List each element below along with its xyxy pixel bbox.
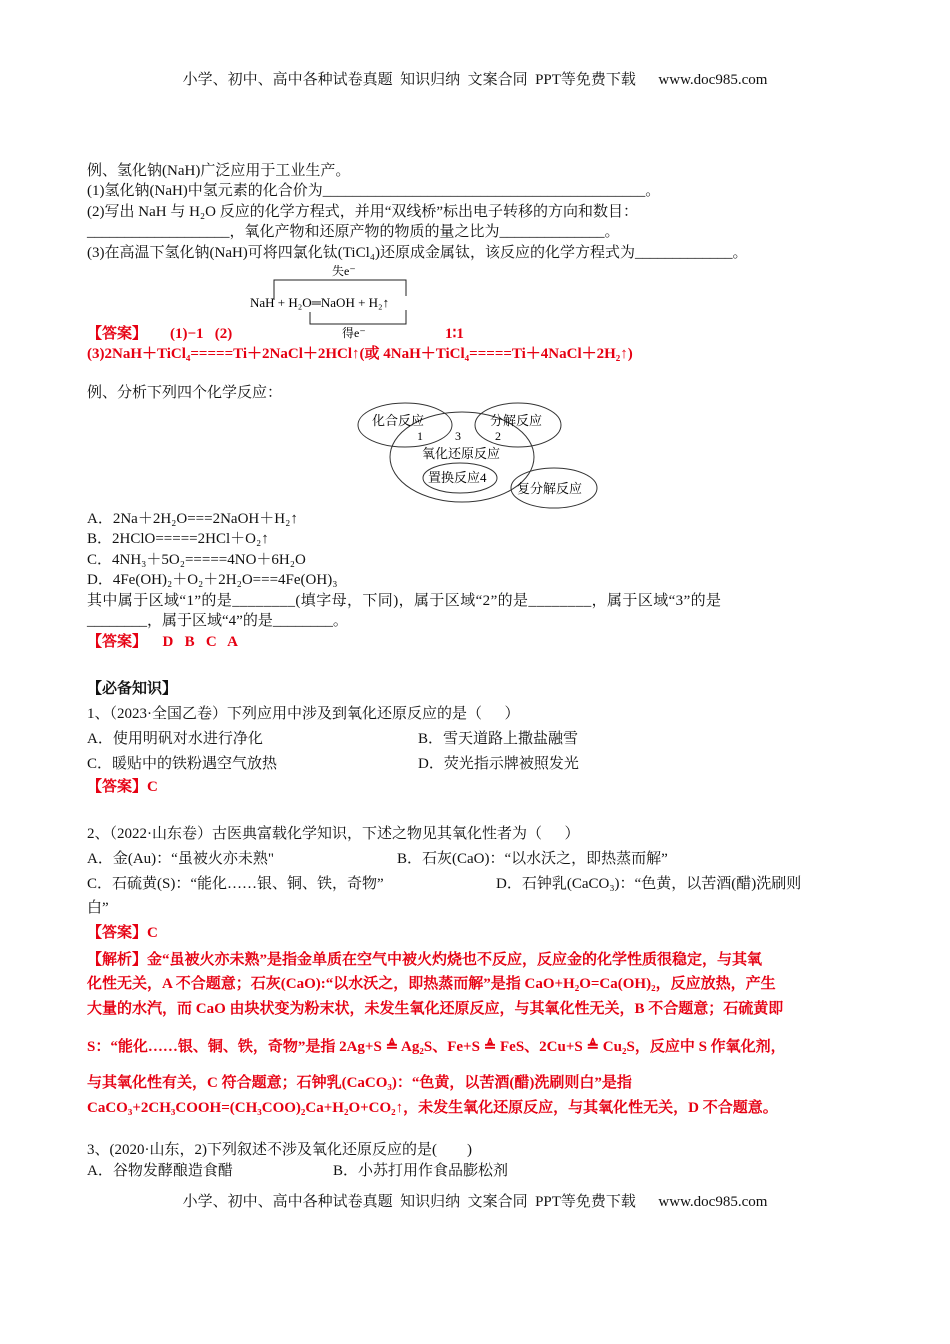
page-footer: 小学、初中、高中各种试卷真题 知识归纳 文案合同 PPT等免费下载 www.doc985.com <box>182 1194 768 1210</box>
page-header: 小学、初中、高中各种试卷真题 知识归纳 文案合同 PPT等免费下载 www.doc985.com <box>182 72 768 88</box>
ex2-option-b: B．2HClO=====2HCl＋O₂↑ <box>87 531 269 547</box>
bridge-equation: NaH + H₂O═NaOH + H₂↑ <box>250 295 390 310</box>
q2-analysis-line: 【解析】金“虽被火亦未熟”是指金单质在空气中被火灼烧也不反应，反应金的化学性质很稳定，与其氧 <box>87 952 763 968</box>
q1-option-c: C．暖贴中的铁粉遇空气放热 <box>87 756 278 772</box>
q2-option-c: C．石硫黄(S)：“能化……银、铜、铁，奇物” <box>87 876 384 892</box>
lose-electron-label: 失e⁻ <box>332 264 356 278</box>
combination-label: 化合反应 <box>372 413 425 428</box>
q2-analysis-line: 大量的水汽，而 CaO 由块状变为粉末状，未发生氧化还原反应，与其氧化性无关，B 不合题意；石硫黄即 <box>87 1001 784 1017</box>
q1-answer: 【答案】C <box>87 779 158 795</box>
q2-analysis-line: S：“能化……银、铜、铁，奇物”是指 2Ag+S ≜ Ag₂S、Fe+S ≜ FeS、2Cu+S ≜ Cu₂S，反应中 S 作氧化剂， <box>87 1039 786 1055</box>
gain-electron-label: 得e⁻ <box>342 326 366 340</box>
ex2-question-2: ________，属于区域“4”的是________。 <box>87 613 348 629</box>
q3-option-a: A．谷物发酵酿造食醋 <box>87 1163 233 1179</box>
q2-answer: 【答案】C <box>87 925 158 941</box>
reaction-venn-diagram <box>350 400 600 510</box>
gain-bridge-line <box>310 310 406 324</box>
section-title: 【必备知识】 <box>87 681 178 697</box>
ex2-option-c: C．4NH₃＋5O₂=====4NO＋6H₂O <box>87 552 306 568</box>
q2-analysis-line: 化性无关，A 不合题意；石灰(CaO):“以水沃之，即热蒸而解”是指 CaO+H₂O=Ca(OH)₂，反应放热，产生 <box>87 976 776 992</box>
q1-option-d: D．荧光指示牌被照发光 <box>418 756 579 772</box>
ex2-intro: 例、分析下列四个化学反应： <box>87 385 283 401</box>
q2-option-b: B．石灰(CaO)：“以水沃之，即热蒸而解” <box>397 851 668 867</box>
q3-stem: 3、(2020·山东，2)下列叙述不涉及氧化还原反应的是( ) <box>87 1142 472 1158</box>
ex2-answer: D B C A <box>155 634 238 650</box>
q2-option-d: D．石钟乳(CaCO₃)：“色黄，以苦酒(醋)洗刷则 <box>496 876 802 892</box>
ex2-option-d: D．4Fe(OH)₂＋O₂＋2H₂O===4Fe(OH)₃ <box>87 572 338 588</box>
double-decomposition-label: 复分解反应 <box>517 481 583 496</box>
redox-label: 氧化还原反应 <box>422 446 501 461</box>
q1-option-b: B．雪天道路上撒盐融雪 <box>418 731 579 747</box>
q2-stem: 2、（2022·山东卷）古医典富载化学知识，下述之物见其氧化性者为（ ） <box>87 826 580 842</box>
ex1-title: 例、氢化钠(NaH)广泛应用于工业生产。 <box>87 163 351 179</box>
double-bridge-diagram <box>240 260 440 342</box>
ex1-answer-label: 【答案】 <box>87 326 148 342</box>
ex2-option-a: A．2Na＋2H₂O===2NaOH＋H₂↑ <box>87 511 298 527</box>
ex1-answer-ratio: 1∶1 <box>445 326 464 342</box>
ex2-answer-label: 【答案】 <box>87 634 148 650</box>
ex1-q2-blanks: ___________________，氧化产物和还原产物的物质的量之比为______________。 <box>87 224 620 240</box>
q2-analysis-line: CaCO₃+2CH₃COOH=(CH₃COO)₂Ca+H₂O+CO₂↑，未发生氧化还原反应，与其氧化性无关，D 不合题意。 <box>87 1100 778 1116</box>
ex1-answer-3: (3)2NaH＋TiCl₄=====Ti＋2NaCl＋2HCl↑(或 4NaH＋TiCl₄=====Ti＋4NaCl＋2H₂↑) <box>87 346 633 362</box>
region-2-label: 2 <box>495 429 501 443</box>
ex1-q3: (3)在高温下氢化钠(NaH)可将四氯化钛(TiCl₄)还原成金属钛，该反应的化学方程式为_____________。 <box>87 245 748 261</box>
ex1-q1: (1)氢化钠(NaH)中氢元素的化合价为___________________________________________。 <box>87 183 661 199</box>
q2-option-a: A．金(Au)：“虽被火亦未熟" <box>87 851 274 867</box>
ex1-q2: (2)写出 NaH 与 H₂O 反应的化学方程式，并用“双线桥”标出电子转移的方向和数目： <box>87 204 639 220</box>
decomposition-label: 分解反应 <box>490 413 543 428</box>
region-1-label: 1 <box>417 429 423 443</box>
q2-option-d-cont: 白” <box>87 900 109 916</box>
q1-option-a: A．使用明矾对水进行净化 <box>87 731 263 747</box>
q1-stem: 1、（2023·全国乙卷）下列应用中涉及到氧化还原反应的是（ ） <box>87 706 520 722</box>
ex2-question-1: 其中属于区域“1”的是________(填字母，下同)，属于区域“2”的是________，属于区域“3”的是 <box>87 593 722 609</box>
region-3-label: 3 <box>455 429 461 443</box>
q3-option-b: B．小苏打用作食品膨松剂 <box>333 1163 509 1179</box>
q2-analysis-line: 与其氧化性有关，C 符合题意；石钟乳(CaCO₃)：“色黄，以苦酒(醋)洗刷则白”是指 <box>87 1075 632 1091</box>
displacement-label: 置换反应4 <box>428 470 487 485</box>
ex1-answer-1: (1)−1 (2) <box>170 326 233 342</box>
